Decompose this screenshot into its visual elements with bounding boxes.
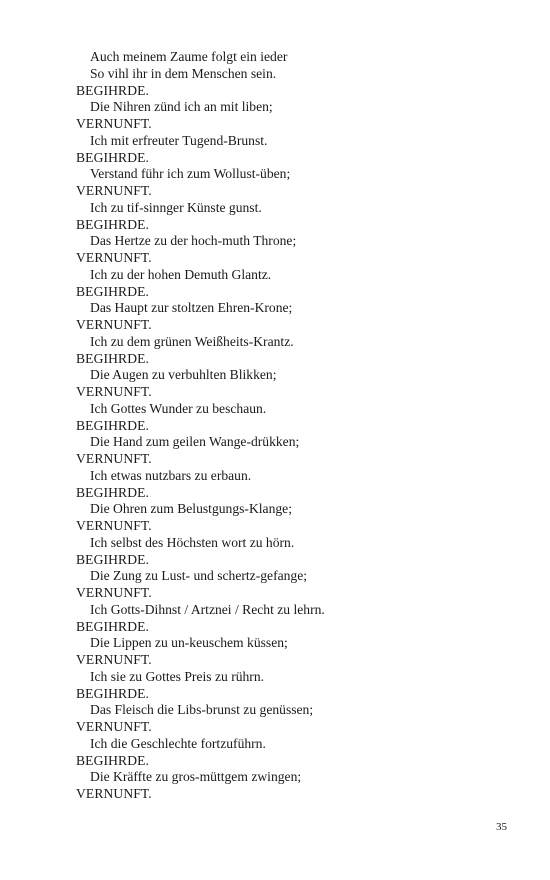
verse-line: Die Nihren zünd ich an mit liben;	[90, 99, 273, 115]
speaker-label: VERNUNFT.	[76, 518, 152, 533]
verse-line: Die Hand zum geilen Wange-drükken;	[90, 434, 300, 450]
verse-line: Das Hertze zu der hoch-muth Throne;	[90, 233, 297, 249]
speaker-label: BEGIHRDE.	[76, 752, 150, 768]
verse-line: Ich zu dem grünen Weißheits-Krantz.	[90, 333, 294, 349]
verse-line: Ich zu der hohen Demuth Glantz.	[90, 266, 272, 282]
speaker-label: BEGIHRDE.	[76, 551, 150, 567]
speaker-label: VERNUNFT.	[76, 652, 152, 667]
speaker-label: VERNUNFT.	[76, 451, 152, 466]
speaker-label: BEGIHRDE.	[76, 417, 150, 433]
verse-line: Ich sie zu Gottes Preis zu rührn.	[90, 668, 265, 684]
verse-line: Ich selbst des Höchsten wort zu hörn.	[90, 534, 295, 550]
speaker-label: BEGIHRDE.	[76, 149, 150, 165]
speaker-label: VERNUNFT.	[76, 585, 152, 600]
speaker-label: VERNUNFT.	[76, 719, 152, 734]
verse-line: Das Fleisch die Libs-brunst zu genüssen;	[90, 702, 314, 718]
dialogue-poem	[76, 49, 516, 803]
speaker-label: VERNUNFT.	[76, 116, 152, 131]
speaker-label: BEGIHRDE.	[76, 685, 150, 701]
verse-line: Verstand führ ich zum Wollust-üben;	[90, 166, 291, 182]
speaker-label: VERNUNFT.	[76, 250, 152, 265]
verse-line: Ich die Geschlechte fortzuführn.	[90, 735, 266, 751]
page-number: 35	[496, 821, 507, 833]
speaker-label: VERNUNFT.	[76, 786, 152, 801]
speaker-label: BEGIHRDE.	[76, 350, 150, 366]
speaker-label: BEGIHRDE.	[76, 618, 150, 634]
verse-line: Ich Gottes Wunder zu beschaun.	[90, 400, 267, 416]
verse-line: Die Zung zu Lust- und schertz-gefange;	[90, 568, 308, 584]
verse-line: Auch meinem Zaume folgt ein ieder	[90, 49, 288, 64]
verse-line: Ich Gotts-Dihnst / Artznei / Recht zu lehrn.	[90, 601, 325, 617]
speaker-label: VERNUNFT.	[76, 384, 152, 399]
verse-line: Die Kräffte zu gros-müttgem zwingen;	[90, 769, 302, 785]
speaker-label: VERNUNFT.	[76, 183, 152, 198]
verse-line: Das Haupt zur stoltzen Ehren-Krone;	[90, 300, 293, 316]
verse-line: Ich zu tif-sinnger Künste gunst.	[90, 199, 262, 215]
verse-line: Ich mit erfreuter Tugend-Brunst.	[90, 132, 268, 148]
verse-line: So vihl ihr in dem Menschen sein.	[90, 65, 277, 81]
verse-line: Die Augen zu verbuhlten Blikken;	[90, 367, 277, 383]
verse-line: Ich etwas nutzbars zu erbaun.	[90, 467, 252, 483]
verse-line: Die Lippen zu un-keuschem küssen;	[90, 635, 288, 651]
speaker-label: BEGIHRDE.	[76, 283, 150, 299]
verse-line: Die Ohren zum Belustgungs-Klange;	[90, 501, 292, 517]
speaker-label: BEGIHRDE.	[76, 484, 150, 500]
speaker-label: VERNUNFT.	[76, 317, 152, 332]
speaker-label: BEGIHRDE.	[76, 82, 150, 98]
speaker-label: BEGIHRDE.	[76, 216, 150, 232]
